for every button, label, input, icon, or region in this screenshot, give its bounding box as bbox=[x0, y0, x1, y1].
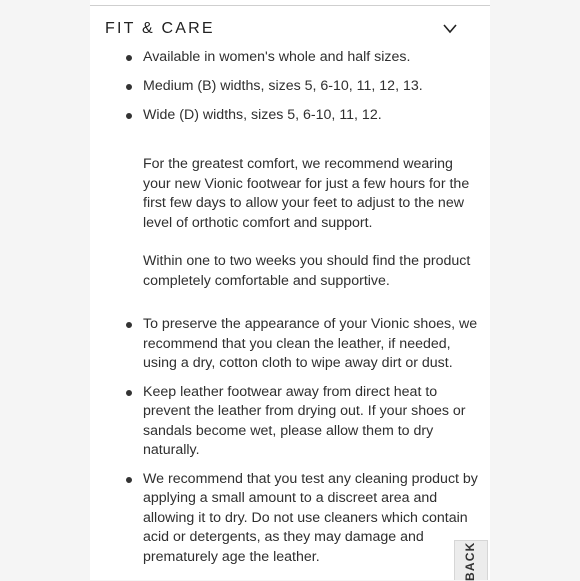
list-item: Medium (B) widths, sizes 5, 6-10, 11, 12, 13. bbox=[143, 77, 483, 106]
list-item: To preserve the appearance of your Vionic shoes, we recommend that you clean the leather, if needed, using a dry, cotton cloth to wipe away dirt or dust. bbox=[143, 315, 483, 374]
fit-care-accordion-header[interactable] bbox=[105, 18, 475, 40]
fit-care-panel bbox=[90, 0, 490, 580]
sizes-list bbox=[143, 48, 483, 135]
comfort-paragraph: Within one to two weeks you should find the product completely comfortable and supportive. bbox=[143, 253, 471, 289]
back-button-label: BACK bbox=[463, 541, 477, 581]
back-button[interactable] bbox=[454, 540, 488, 580]
care-tips-list bbox=[143, 315, 483, 567]
list-item: Wide (D) widths, sizes 5, 6-10, 11, 12. bbox=[143, 106, 483, 135]
chevron-down-icon[interactable] bbox=[443, 21, 457, 33]
divider bbox=[90, 5, 490, 6]
list-item: We recommend that you test any cleaning product by applying a small amount to a discreet area and allowing it to dry. Do not use cleaners which contain acid or detergents, as they may damage and prematurely age the leather. bbox=[143, 470, 483, 568]
comfort-paragraph: For the greatest comfort, we recommend wearing your new Vionic footwear for just a few hours for the first few days to allow your feet to adjust to the new level of orthotic comfort and support. bbox=[143, 156, 470, 231]
section-title: FIT & CARE bbox=[105, 20, 215, 37]
list-item: Keep leather footwear away from direct heat to prevent the leather from drying out. If your shoes or sandals become wet, please allow them to dry naturally. bbox=[143, 383, 483, 461]
list-item: Available in women's whole and half sizes. bbox=[143, 48, 483, 77]
fit-care-content bbox=[143, 48, 483, 567]
